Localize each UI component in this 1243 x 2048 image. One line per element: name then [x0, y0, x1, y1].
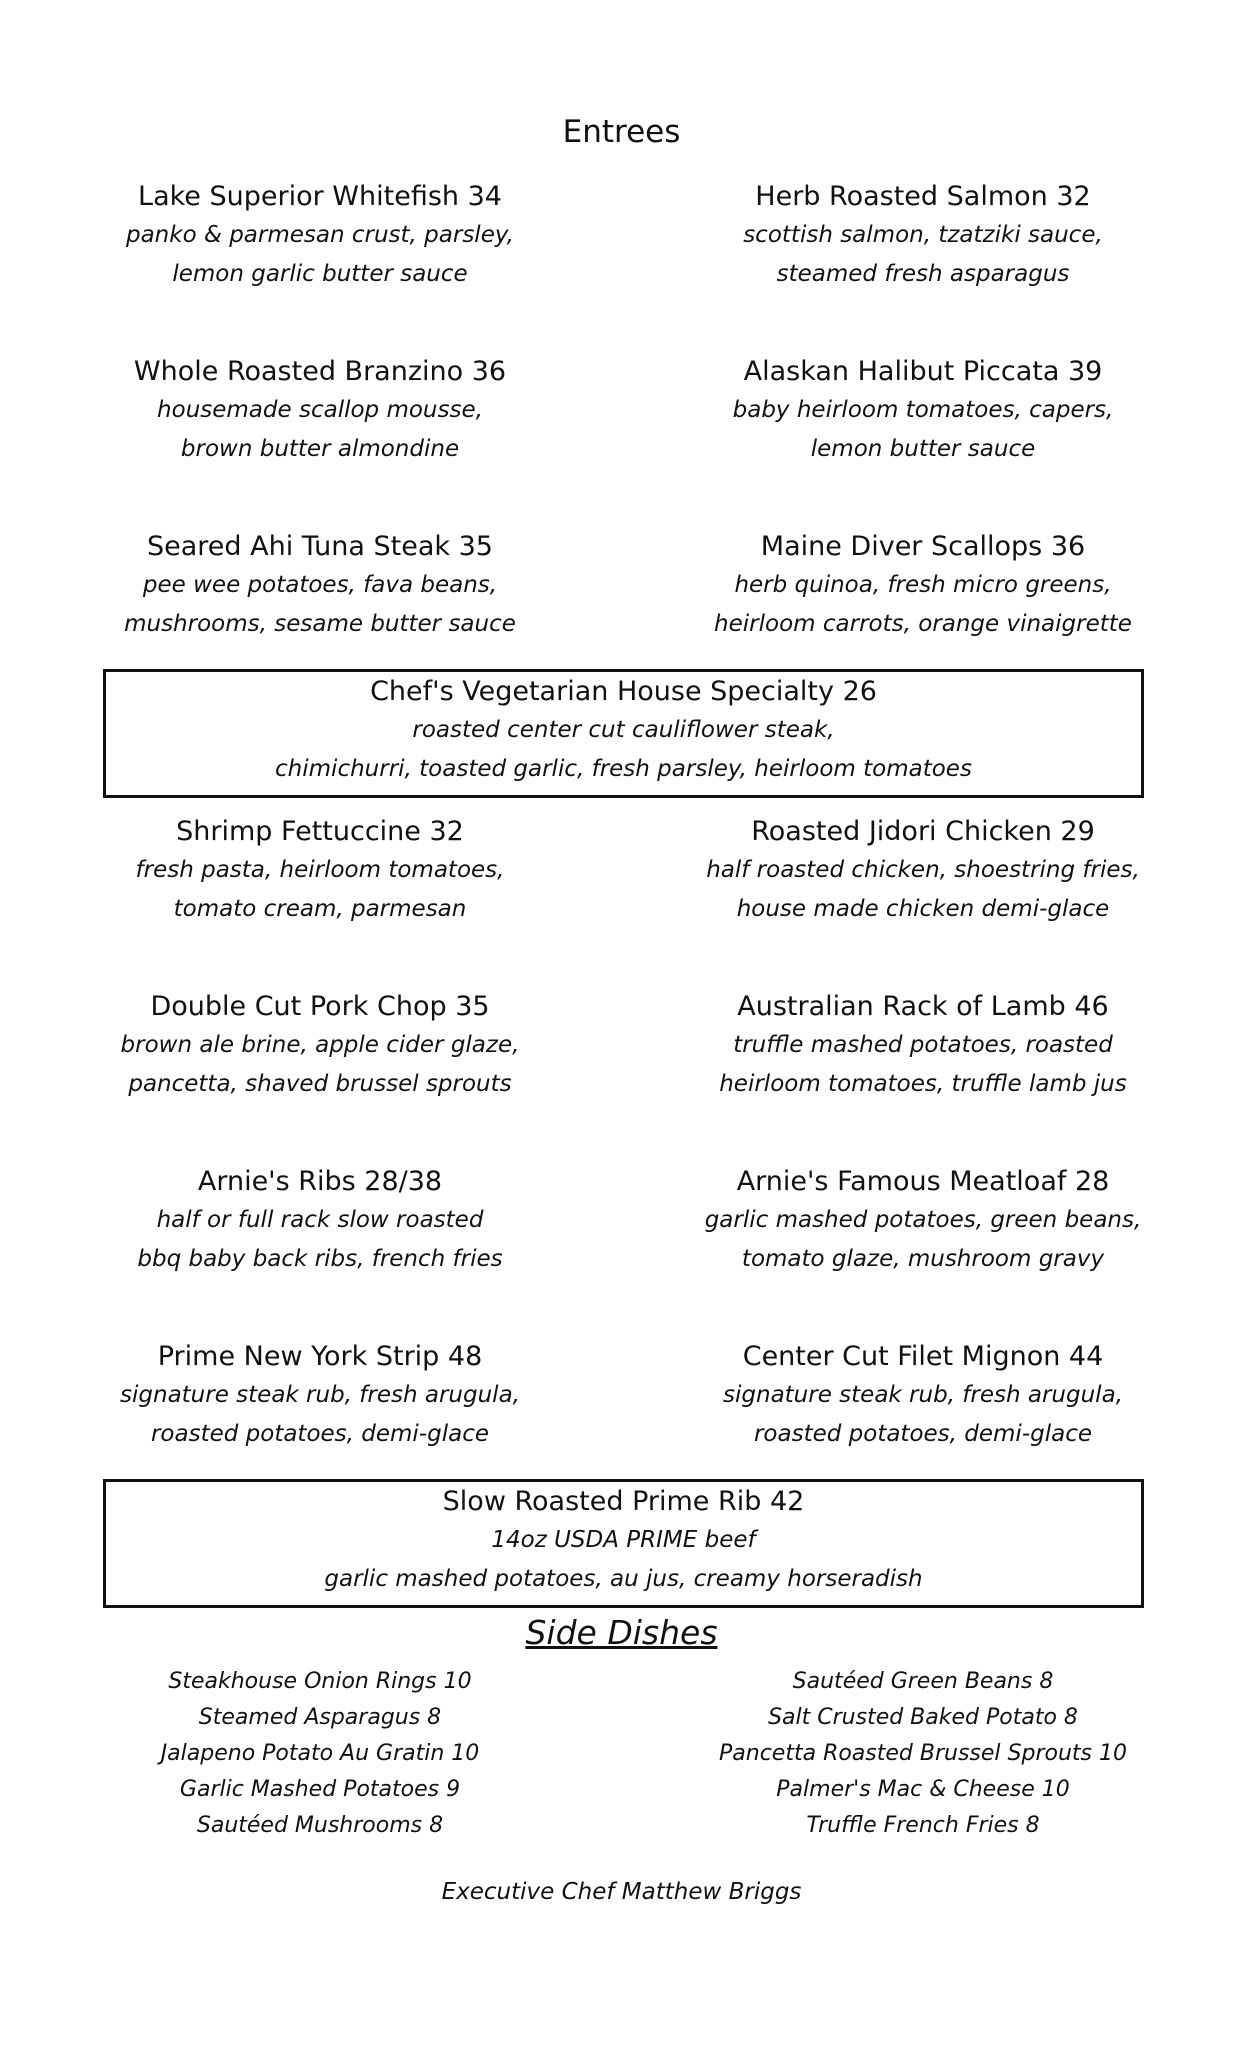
item-description: lemon garlic butter sauce	[172, 261, 468, 287]
item-description: pee wee potatoes, fava beans,	[142, 572, 498, 598]
special-description: garlic mashed potatoes, au jus, creamy horseradish	[324, 1566, 923, 1592]
item-description: half roasted chicken, shoestring fries,	[706, 857, 1140, 883]
menu-title: Entrees	[562, 114, 681, 150]
menu-item	[643, 1338, 1203, 1454]
side-item: Steakhouse Onion Rings 10	[168, 1669, 472, 1694]
item-description: signature steak rub, fresh arugula,	[723, 1382, 1123, 1408]
item-name: Herb Roasted Salmon 32	[755, 181, 1091, 212]
menu-item	[40, 1338, 600, 1454]
menu-item	[40, 528, 600, 644]
menu-item	[40, 813, 600, 929]
side-item: Sautéed Mushrooms 8	[196, 1813, 444, 1838]
side-item: Palmer's Mac & Cheese 10	[776, 1777, 1070, 1802]
side-dishes-right-column	[643, 1664, 1203, 1844]
side-dishes-title: Side Dishes	[525, 1613, 718, 1652]
item-name: Shrimp Fettuccine 32	[176, 816, 464, 847]
special-description: 14oz USDA PRIME beef	[491, 1527, 756, 1553]
menu-item	[643, 1163, 1203, 1279]
item-description: signature steak rub, fresh arugula,	[120, 1382, 520, 1408]
vegetarian-special-box	[103, 669, 1144, 798]
menu-item	[643, 528, 1203, 644]
item-description: bbq baby back ribs, french fries	[137, 1246, 503, 1272]
item-name: Seared Ahi Tuna Steak 35	[146, 531, 493, 562]
item-description: roasted potatoes, demi-glace	[150, 1421, 490, 1447]
menu-item	[40, 178, 600, 294]
item-name: Arnie's Ribs 28/38	[197, 1166, 443, 1197]
side-item: Salt Crusted Baked Potato 8	[768, 1705, 1078, 1730]
item-description: tomato glaze, mushroom gravy	[741, 1246, 1105, 1272]
side-item: Sautéed Green Beans 8	[792, 1669, 1054, 1694]
menu-item	[40, 1163, 600, 1279]
item-name: Arnie's Famous Meatloaf 28	[736, 1166, 1110, 1197]
item-description: fresh pasta, heirloom tomatoes,	[135, 857, 505, 883]
item-description: scottish salmon, tzatziki sauce,	[743, 222, 1103, 248]
side-item: Garlic Mashed Potatoes 9	[179, 1777, 461, 1802]
item-description: brown ale brine, apple cider glaze,	[120, 1032, 520, 1058]
menu-item	[643, 353, 1203, 469]
side-item: Truffle French Fries 8	[806, 1813, 1040, 1838]
item-description: lemon butter sauce	[810, 436, 1036, 462]
item-description: tomato cream, parmesan	[173, 896, 467, 922]
special-description: roasted center cut cauliflower steak,	[412, 717, 835, 743]
menu-item	[643, 988, 1203, 1104]
item-description: house made chicken demi-glace	[736, 896, 1110, 922]
special-description: chimichurri, toasted garlic, fresh parsley, heirloom tomatoes	[275, 756, 972, 782]
side-item: Steamed Asparagus 8	[198, 1705, 442, 1730]
item-description: panko & parmesan crust, parsley,	[125, 222, 514, 248]
item-name: Roasted Jidori Chicken 29	[751, 816, 1095, 847]
item-name: Lake Superior Whitefish 34	[138, 181, 502, 212]
prime-rib-special-box	[103, 1479, 1144, 1608]
side-dishes-left-column	[40, 1664, 600, 1844]
menu-item	[40, 353, 600, 469]
item-description: half or full rack slow roasted	[156, 1207, 484, 1233]
menu-item	[643, 178, 1203, 294]
special-name: Slow Roasted Prime Rib 42	[442, 1486, 805, 1517]
item-name: Maine Diver Scallops 36	[760, 531, 1086, 562]
item-name: Prime New York Strip 48	[157, 1341, 483, 1372]
item-description: garlic mashed potatoes, green beans,	[704, 1207, 1142, 1233]
item-name: Double Cut Pork Chop 35	[150, 991, 490, 1022]
item-name: Center Cut Filet Mignon 44	[742, 1341, 1104, 1372]
item-description: heirloom carrots, orange vinaigrette	[714, 611, 1132, 637]
item-description: heirloom tomatoes, truffle lamb jus	[719, 1071, 1127, 1097]
menu-item	[643, 813, 1203, 929]
item-description: herb quinoa, fresh micro greens,	[734, 572, 1112, 598]
executive-chef-credit: Executive Chef Matthew Briggs	[441, 1879, 802, 1905]
item-name: Australian Rack of Lamb 46	[737, 991, 1109, 1022]
item-description: housemade scallop mousse,	[157, 397, 483, 423]
menu-item	[40, 988, 600, 1104]
item-description: baby heirloom tomatoes, capers,	[732, 397, 1114, 423]
item-description: truffle mashed potatoes, roasted	[733, 1032, 1113, 1058]
item-description: brown butter almondine	[180, 436, 460, 462]
side-item: Pancetta Roasted Brussel Sprouts 10	[719, 1741, 1127, 1766]
item-description: mushrooms, sesame butter sauce	[124, 611, 516, 637]
item-name: Whole Roasted Branzino 36	[133, 356, 507, 387]
item-description: steamed fresh asparagus	[776, 261, 1070, 287]
item-description: roasted potatoes, demi-glace	[753, 1421, 1093, 1447]
item-description: pancetta, shaved brussel sprouts	[128, 1071, 512, 1097]
special-name: Chef's Vegetarian House Specialty 26	[370, 676, 877, 707]
item-name: Alaskan Halibut Piccata 39	[743, 356, 1103, 387]
side-item: Jalapeno Potato Au Gratin 10	[160, 1741, 480, 1766]
